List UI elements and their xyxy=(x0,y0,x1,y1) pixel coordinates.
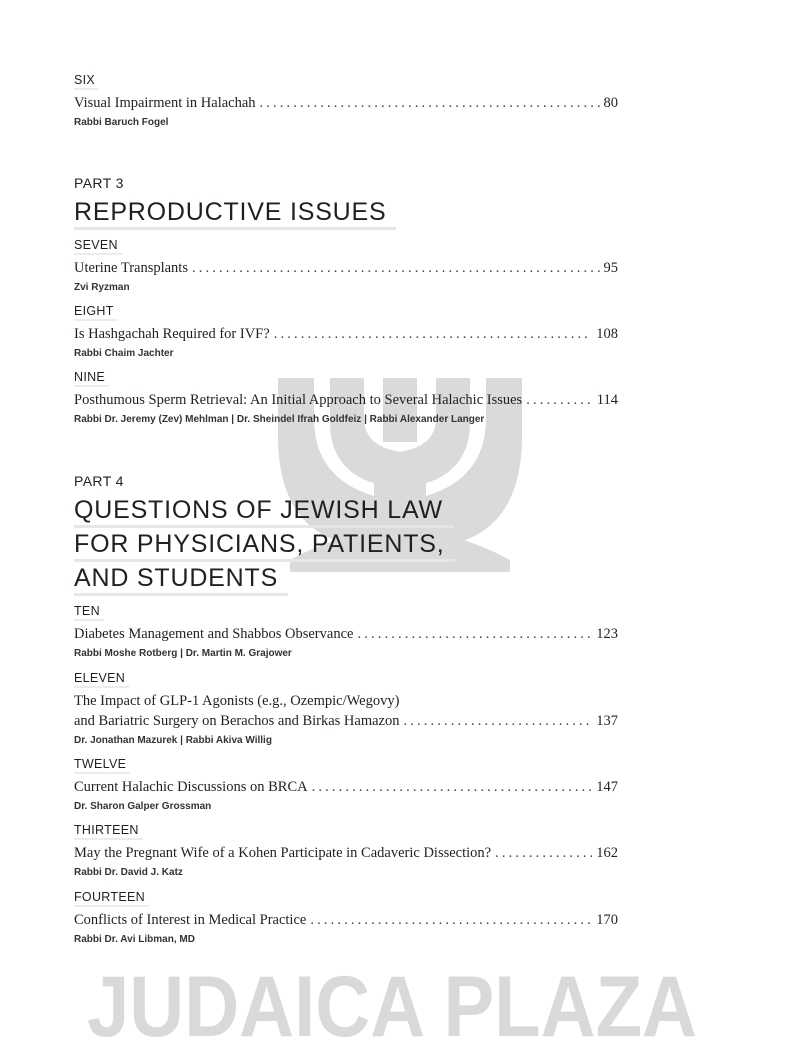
chapter-number: SEVEN xyxy=(74,238,122,255)
part-4-header xyxy=(74,473,455,596)
chapter-title: Diabetes Management and Shabbos Observance xyxy=(74,626,354,642)
chapter-authors: Rabbi Dr. Avi Libman, MD xyxy=(74,934,195,945)
toc-entry-six[interactable] xyxy=(74,71,618,129)
chapter-title: Conflicts of Interest in Medical Practice xyxy=(74,912,307,928)
chapter-number: FOURTEEN xyxy=(74,890,149,907)
chapter-authors: Dr. Sharon Galper Grossman xyxy=(74,801,212,812)
chapter-number: TWELVE xyxy=(74,757,130,774)
chapter-authors: Rabbi Chaim Jachter xyxy=(74,348,174,359)
chapter-title: Current Halachic Discussions on BRCA xyxy=(74,779,308,795)
page-number: 170 xyxy=(596,912,618,928)
page-number: 147 xyxy=(596,779,618,795)
chapter-number: TEN xyxy=(74,604,104,621)
toc-entry-seven[interactable] xyxy=(74,236,618,294)
chapter-authors: Rabbi Baruch Fogel xyxy=(74,117,169,128)
page-number: 114 xyxy=(596,392,618,408)
chapter-title: and Bariatric Surgery on Berachos and Birkas Hamazon xyxy=(74,713,400,729)
chapter-authors: Dr. Jonathan Mazurek | Rabbi Akiva Willig xyxy=(74,735,272,746)
dot-leader xyxy=(260,93,600,113)
dot-leader xyxy=(310,910,592,930)
chapter-title: Posthumous Sperm Retrieval: An Initial Approach to Several Halachic Issues xyxy=(74,392,523,408)
chapter-number: ELEVEN xyxy=(74,671,129,688)
page-number: 162 xyxy=(596,845,618,861)
part-label: PART 4 xyxy=(74,473,124,489)
watermark-text: JUDAICA PLAZA xyxy=(87,959,697,1052)
chapter-title-line-1: The Impact of GLP-1 Agonists (e.g., Ozempic/Wegovy) xyxy=(74,693,400,709)
part-3-header xyxy=(74,175,396,230)
chapter-authors: Rabbi Dr. Jeremy (Zev) Mehlman | Dr. Sheindel Ifrah Goldfeiz | Rabbi Alexander Langer xyxy=(74,414,485,425)
dot-leader xyxy=(357,624,592,644)
page-number: 137 xyxy=(596,713,618,729)
toc-entry-nine[interactable] xyxy=(74,368,618,426)
toc-entry-eight[interactable] xyxy=(74,302,618,360)
chapter-title: Visual Impairment in Halachah xyxy=(74,95,256,111)
part-heading: QUESTIONS OF JEWISH LAW FOR PHYSICIANS, PATIENTS, AND STUDENTS xyxy=(74,494,455,596)
dot-leader xyxy=(312,777,593,797)
part-heading: REPRODUCTIVE ISSUES xyxy=(74,196,396,230)
chapter-title: May the Pregnant Wife of a Kohen Participate in Cadaveric Dissection? xyxy=(74,845,492,861)
part-label: PART 3 xyxy=(74,175,124,191)
chapter-number: NINE xyxy=(74,370,109,387)
toc-entry-fourteen[interactable] xyxy=(74,888,618,946)
dot-leader xyxy=(274,324,593,344)
chapter-number: SIX xyxy=(74,73,99,90)
chapter-number: THIRTEEN xyxy=(74,823,143,840)
page-number: 80 xyxy=(603,95,618,111)
toc-entry-thirteen[interactable] xyxy=(74,821,618,879)
dot-leader xyxy=(526,390,593,410)
dot-leader xyxy=(403,711,592,731)
page-number: 108 xyxy=(596,326,618,342)
dot-leader xyxy=(192,258,600,278)
chapter-title: Is Hashgachah Required for IVF? xyxy=(74,326,270,342)
page-number: 95 xyxy=(603,260,618,276)
chapter-authors: Rabbi Dr. David J. Katz xyxy=(74,867,183,878)
chapter-number: EIGHT xyxy=(74,304,118,321)
chapter-authors: Zvi Ryzman xyxy=(74,282,130,293)
toc-entry-twelve[interactable] xyxy=(74,755,618,813)
chapter-authors: Rabbi Moshe Rotberg | Dr. Martin M. Grajower xyxy=(74,648,292,659)
page-number: 123 xyxy=(596,626,618,642)
dot-leader xyxy=(495,843,592,863)
toc-entry-eleven[interactable] xyxy=(74,669,618,747)
toc-entry-ten[interactable] xyxy=(74,602,618,660)
chapter-title: Uterine Transplants xyxy=(74,260,188,276)
